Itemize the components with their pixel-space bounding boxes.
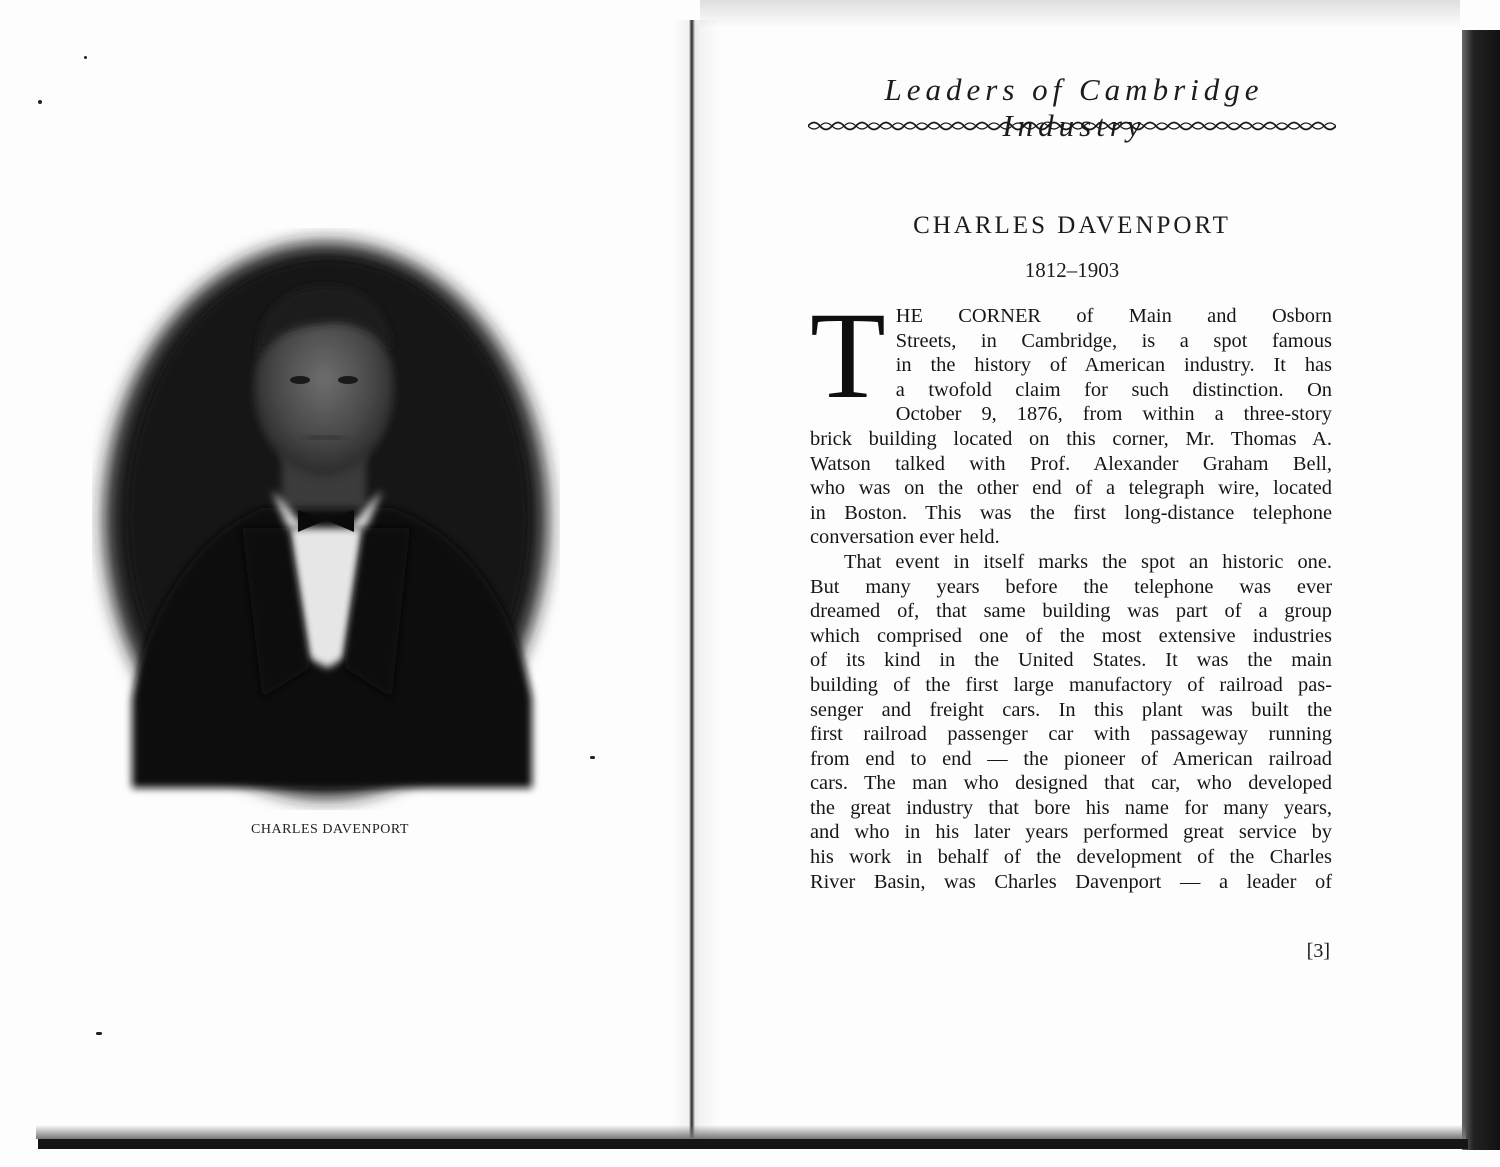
scan-speck — [38, 100, 42, 104]
scan-speck — [96, 1032, 102, 1035]
page-edge-bottom-shadow — [36, 1125, 1466, 1139]
portrait-photo — [92, 228, 560, 810]
text-line: and who in his later years performed great service by — [810, 821, 1332, 844]
text-line: That event in itself marks the spot an historic one. — [844, 550, 1332, 573]
text-line: cars. The man who designed that car, who developed — [810, 772, 1332, 795]
chapter-title: CHARLES DAVENPORT — [913, 212, 1231, 239]
text-line: a twofold claim for such distinction. On — [895, 378, 1332, 401]
text-line: River Basin, was Charles Davenport — a leader of — [810, 870, 1332, 893]
text-line: HE CORNER of Main and Osborn — [895, 305, 1332, 327]
scan-speck — [590, 756, 595, 759]
life-dates: 1812–1903 — [1024, 258, 1120, 282]
gutter-shadow — [670, 20, 720, 1142]
running-head: Leaders of Cambridge Industry — [884, 72, 1264, 143]
text-line: which comprised one of the most extensive industries — [810, 624, 1332, 647]
text-line: first railroad passenger car with passageway running — [810, 723, 1332, 746]
text-line: from end to end — the pioneer of American railroad — [810, 747, 1332, 770]
text-line: in the history of American industry. It has — [895, 354, 1332, 377]
portrait-caption: CHARLES DAVENPORT — [251, 822, 409, 837]
text-line: conversation ever held. — [810, 526, 1000, 549]
text-line: senger and freight cars. In this plant was built the — [810, 698, 1332, 721]
text-line: who was on the other end of a telegraph wire, located — [810, 477, 1332, 500]
text-line: in Boston. This was the first long-distance telephone — [810, 501, 1332, 524]
text-line: of its kind in the United States. It was the main — [810, 649, 1332, 672]
scan-speck — [84, 56, 87, 59]
text-line: his work in behalf of the development of the Charles — [810, 846, 1332, 869]
drop-cap: T — [810, 287, 886, 424]
page-edge-right — [1462, 30, 1500, 1150]
page-edge-bottom — [38, 1139, 1468, 1149]
text-line: the great industry that bore his name for many years, — [810, 796, 1332, 819]
text-line: October 9, 1876, from within a three-story — [895, 403, 1332, 426]
text-line: Streets, in Cambridge, is a spot famous — [895, 329, 1332, 352]
scan-top-shadow — [700, 0, 1460, 28]
body-text — [810, 287, 1332, 894]
text-line: But many years before the telephone was ever — [810, 575, 1332, 598]
text-line: dreamed of, that same building was part of a group — [810, 600, 1332, 623]
text-line: Watson talked with Prof. Alexander Graham Bell, — [810, 452, 1332, 475]
text-line: building of the first large manufactory of railroad pas- — [810, 673, 1332, 696]
decorative-rule — [808, 118, 1336, 134]
page-number: [3] — [1306, 940, 1330, 962]
text-line: brick building located on this corner, Mr. Thomas A. — [810, 427, 1332, 450]
book-gutter — [689, 20, 695, 1142]
